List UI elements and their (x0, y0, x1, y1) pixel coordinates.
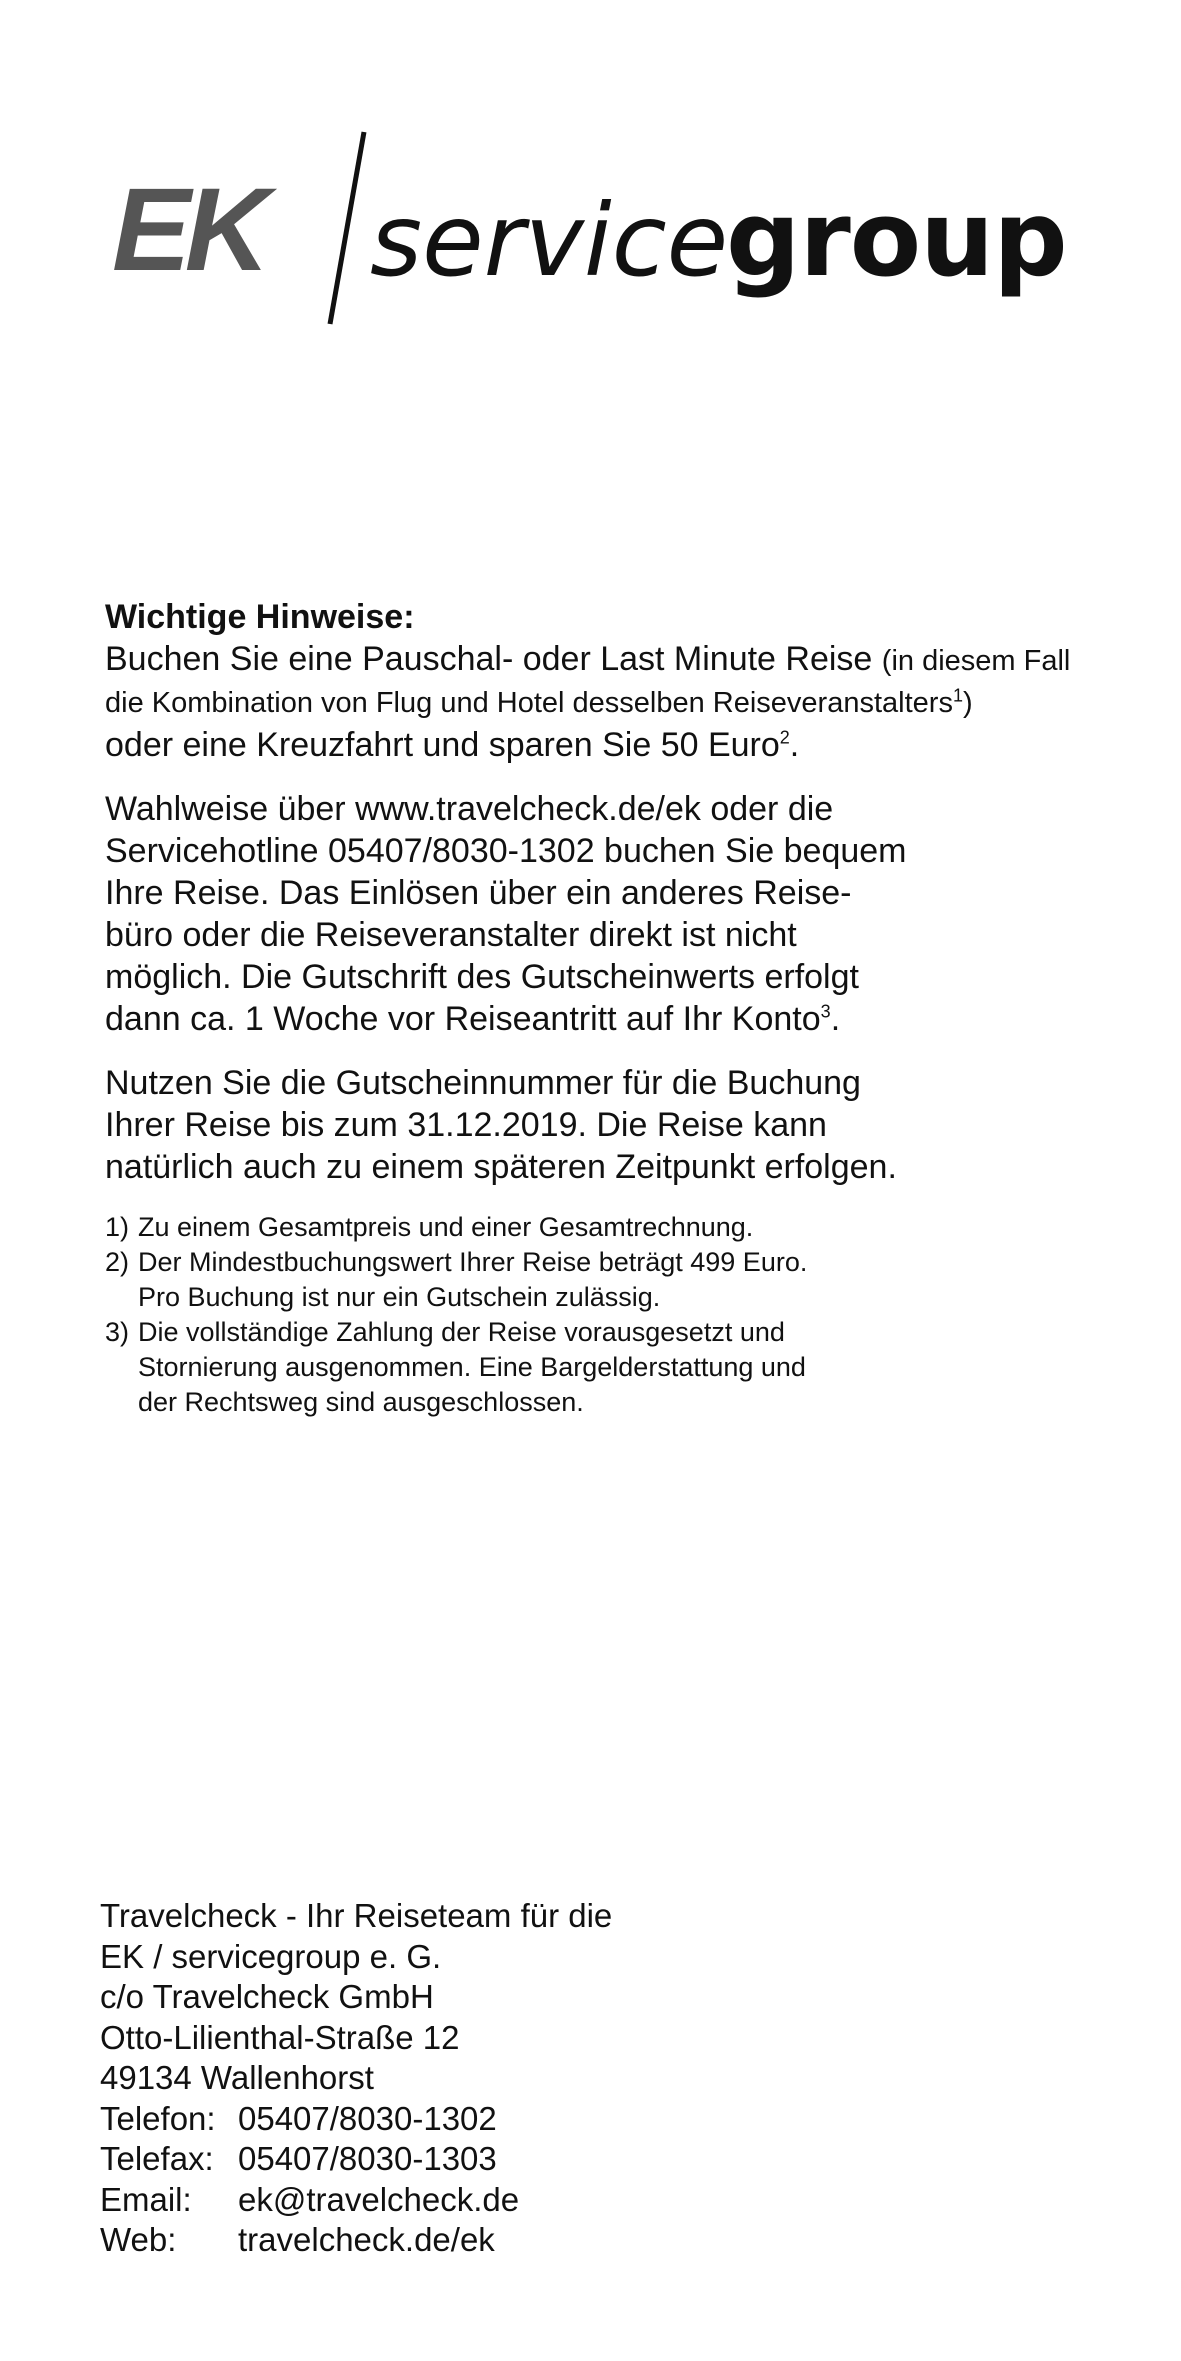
booking-paragraph (105, 788, 1165, 1040)
footnote-line: Die vollständige Zahlung der Reise vorausgesetzt und (138, 1317, 785, 1347)
intro-line-3 (105, 724, 1165, 766)
intro-line-1-aside: (in diesem Fall (881, 645, 1071, 677)
footnote-line: Zu einem Gesamtpreis und einer Gesamtrechnung. (138, 1212, 754, 1242)
footnote-number: 2) (105, 1247, 130, 1277)
footnote-number: 1) (105, 1212, 130, 1242)
booking-last-end: . (830, 1000, 841, 1038)
footnote-line: der Rechtsweg sind ausgeschlossen. (138, 1387, 584, 1417)
contact-value: ek@travelcheck.de (238, 2180, 520, 2218)
address-line: Travelcheck - Ihr Reiseteam für die (100, 1897, 613, 1934)
contact-value: 05407/8030-1303 (238, 2140, 497, 2177)
ek-servicegroup-logo (112, 128, 1092, 328)
footnote-number: 3) (105, 1317, 130, 1347)
contact-value: travelcheck.de/ek (238, 2221, 495, 2258)
contact-address-block (100, 1896, 612, 2261)
intro-line-1 (105, 638, 1165, 682)
address-line: c/o Travelcheck GmbH (100, 1978, 434, 2015)
contact-label: Email: (100, 2180, 192, 2218)
footnote-ref-2: 2 (779, 727, 790, 748)
booking-line-last (105, 998, 1165, 1040)
intro-line-2-text: die Kombination von Flug und Hotel desselben Reiseveranstalters (105, 687, 953, 719)
logo-ek-text: EK (112, 164, 264, 296)
footnote-text (138, 1210, 1165, 1245)
booking-line: Servicehotline 05407/8030-1302 buchen Sie bequem (105, 832, 907, 870)
intro-line-3-text: oder eine Kreuzfahrt und sparen Sie 50 Euro (105, 726, 780, 764)
contact-fax (100, 2139, 612, 2180)
address-line: Otto-Lilienthal-Straße 12 (100, 2018, 460, 2056)
footnote-item (105, 1315, 1165, 1420)
footnotes-list (105, 1210, 1165, 1420)
intro-line-3-end: . (789, 726, 800, 764)
voucher-line: Nutzen Sie die Gutscheinnummer für die Buchung (105, 1064, 861, 1102)
contact-web (100, 2220, 612, 2261)
booking-line: büro oder die Reiseveranstalter direkt ist nicht (105, 916, 797, 954)
footnote-text (138, 1245, 1165, 1315)
footnote-item (105, 1210, 1165, 1245)
logo-group-text: group (726, 178, 1067, 300)
voucher-line: natürlich auch zu einem späteren Zeitpunkt erfolgen. (105, 1148, 897, 1186)
contact-email (100, 2180, 612, 2221)
booking-line: Ihre Reise. Das Einlösen über ein anderes Reise- (105, 874, 852, 912)
footnote-ref-3: 3 (820, 1001, 831, 1022)
contact-label: Telefax: (100, 2140, 214, 2177)
logo-service-text: service (370, 182, 729, 299)
intro-line-2 (105, 682, 1165, 724)
footnote-ref-1: 1 (952, 685, 963, 706)
footnote-line: Stornierung ausgenommen. Eine Bargelderstattung und (138, 1352, 806, 1382)
booking-last-text: dann ca. 1 Woche vor Reiseantritt auf Ihr Konto (105, 1000, 821, 1038)
contact-phone (100, 2099, 612, 2140)
contact-label: Telefon: (100, 2099, 216, 2137)
contact-label: Web: (100, 2221, 177, 2258)
footnote-line: Der Mindestbuchungswert Ihrer Reise beträgt 499 Euro. (138, 1247, 808, 1277)
notes-heading: Wichtige Hinweise: (105, 598, 415, 636)
voucher-line: Ihrer Reise bis zum 31.12.2019. Die Reise kann (105, 1106, 827, 1144)
footnote-line: Pro Buchung ist nur ein Gutschein zulässig. (138, 1282, 661, 1312)
intro-line-1-main: Buchen Sie eine Pauschal- oder Last Minute Reise (105, 640, 882, 678)
important-notes-section (105, 596, 1165, 1420)
footnote-item (105, 1245, 1165, 1315)
logo-divider (330, 132, 364, 324)
booking-line: Wahlweise über www.travelcheck.de/ek oder die (105, 790, 834, 828)
contact-value: 05407/8030-1302 (238, 2099, 497, 2137)
booking-line: möglich. Die Gutschrift des Gutscheinwerts erfolgt (105, 958, 859, 996)
voucher-paragraph (105, 1062, 1165, 1188)
footnote-text (138, 1315, 1165, 1420)
intro-paragraph (105, 638, 1165, 766)
intro-line-2-end: ) (962, 687, 973, 719)
address-line: EK / servicegroup e. G. (100, 1937, 442, 1975)
logo-graphic (112, 128, 1092, 328)
address-line: 49134 Wallenhorst (100, 2059, 374, 2096)
